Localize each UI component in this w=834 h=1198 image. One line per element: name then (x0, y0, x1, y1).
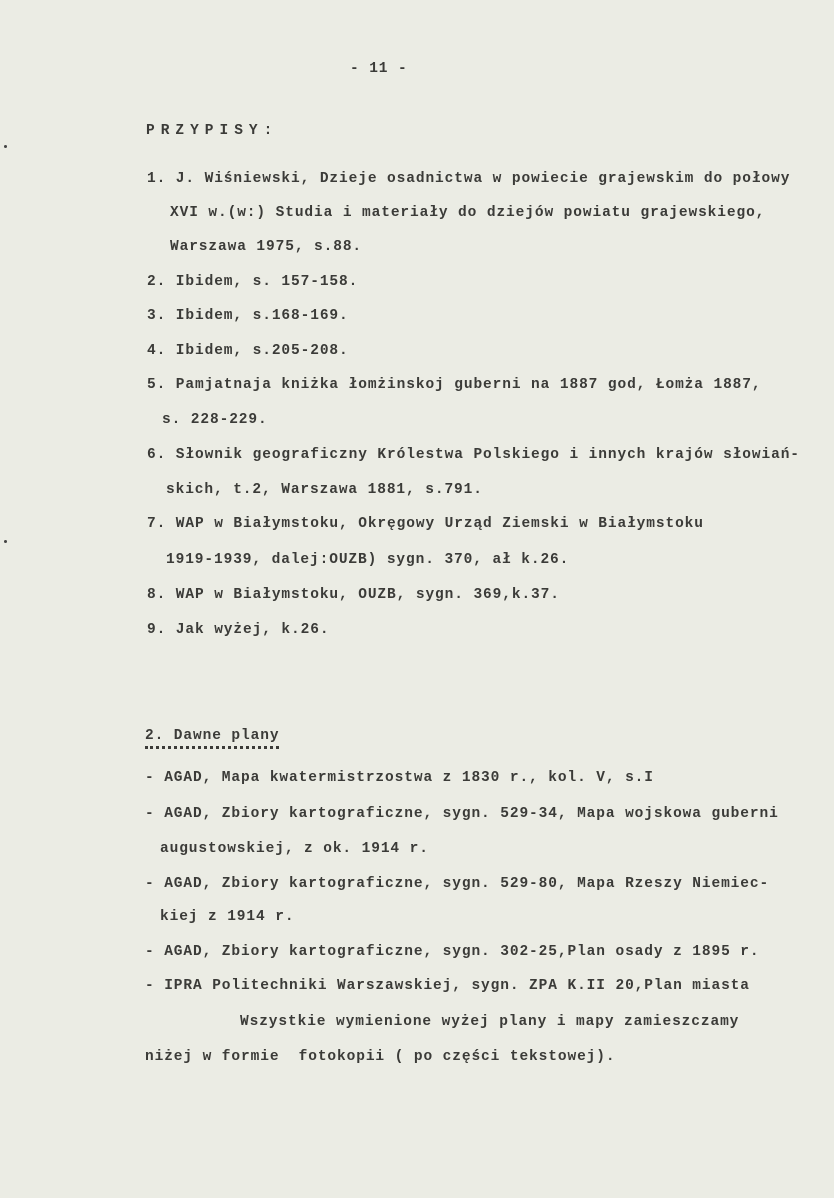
footnote-1-cont: Warszawa 1975, s.88. (170, 239, 363, 255)
footnote-1: 1. J. Wiśniewski, Dzieje osadnictwa w powiecie grajewskim do połowy (147, 171, 791, 187)
footnote-5-cont: s. 228-229. (162, 412, 268, 428)
closing-text: Wszystkie wymienione wyżej plany i mapy zamieszczamy (240, 1014, 740, 1030)
scan-speck (4, 145, 7, 148)
footnote-4: 4. Ibidem, s.205-208. (147, 343, 349, 359)
footnote-8: 8. WAP w Białymstoku, OUZB, sygn. 369,k.37. (147, 587, 560, 603)
plan-item: - AGAD, Zbiory kartograficzne, sygn. 302-25,Plan osady z 1895 r. (145, 944, 760, 960)
footnote-9: 9. Jak wyżej, k.26. (147, 622, 330, 638)
plan-item-cont: kiej z 1914 r. (160, 909, 295, 925)
scan-speck (4, 540, 7, 543)
section-heading: 2. Dawne plany (145, 727, 279, 749)
footnote-2: 2. Ibidem, s. 157-158. (147, 274, 359, 290)
footnote-3: 3. Ibidem, s.168-169. (147, 308, 349, 324)
footnote-6: 6. Słownik geograficzny Królestwa Polskiego i innych krajów słowiań- (147, 447, 800, 463)
footnote-7-cont: 1919-1939, dalej:OUZB) sygn. 370, ał k.26. (166, 552, 570, 568)
page-number: - 11 - (350, 61, 408, 77)
plan-item: - AGAD, Zbiory kartograficzne, sygn. 529-34, Mapa wojskowa guberni (145, 806, 779, 822)
footnote-5: 5. Pamjatnaja kniżka łomżinskoj guberni na 1887 god, Łomża 1887, (147, 377, 762, 393)
footnote-1-cont: XVI w.(w:) Studia i materiały do dziejów powiatu grajewskiego, (170, 205, 766, 221)
plan-item-cont: augustowskiej, z ok. 1914 r. (160, 841, 429, 857)
footnote-7: 7. WAP w Białymstoku, Okręgowy Urząd Ziemski w Białymstoku (147, 516, 704, 532)
plan-item: - IPRA Politechniki Warszawskiej, sygn. ZPA K.II 20,Plan miasta (145, 978, 750, 994)
footnotes-heading: PRZYPISY: (146, 123, 279, 139)
plan-item: - AGAD, Zbiory kartograficzne, sygn. 529-80, Mapa Rzeszy Niemiec- (145, 876, 770, 892)
footnote-6-cont: skich, t.2, Warszawa 1881, s.791. (166, 482, 483, 498)
closing-text-cont: niżej w formie fotokopii ( po części tekstowej). (145, 1049, 616, 1065)
plan-item: - AGAD, Mapa kwatermistrzostwa z 1830 r., kol. V, s.I (145, 770, 654, 786)
